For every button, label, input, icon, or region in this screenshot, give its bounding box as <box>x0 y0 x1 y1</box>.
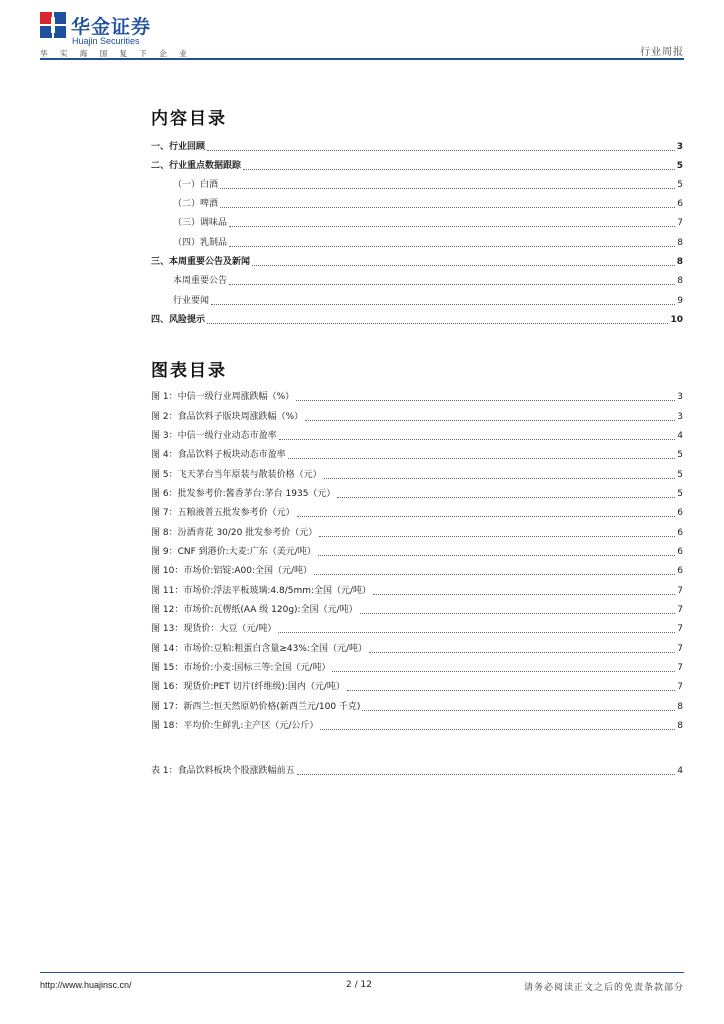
footer-website-link[interactable]: http://www.huajinsc.cn/ <box>40 980 132 990</box>
table-list-item[interactable]: 表 1：食品饮料板块个股涨跌幅前五 4 <box>151 766 683 776</box>
figure-list-item[interactable]: 图 5：飞天茅台当年原装与散装价格（元） 5 <box>151 470 683 480</box>
figure-list-title: 图表目录 <box>151 361 227 381</box>
figure-list-item[interactable]: 图 1：中信一级行业周涨跌幅（%） 3 <box>151 392 683 402</box>
toc-item[interactable]: 一、行业回顾 3 <box>151 142 683 152</box>
company-name-en: Huajin Securities <box>72 36 140 46</box>
figure-list-item[interactable]: 图 18：平均价:生鲜乳:主产区（元/公斤） 8 <box>151 721 683 731</box>
figure-list-item[interactable]: 图 11：市场价:浮法平板玻璃:4.8/5mm:全国（元/吨） 7 <box>151 586 683 596</box>
figure-list-item[interactable]: 图 13：现货价：大豆（元/吨） 7 <box>151 624 683 634</box>
figure-list-item[interactable]: 图 7：五粮液普五批发参考价（元） 6 <box>151 508 683 518</box>
company-slogan: 华 实 海 国 复 下 企 业 <box>40 49 192 58</box>
toc-item[interactable]: 行业要闻 9 <box>173 296 683 306</box>
toc-item[interactable]: （二）啤酒 6 <box>173 199 683 209</box>
figure-list-item[interactable]: 图 15：市场价:小麦:国标三等:全国（元/吨） 7 <box>151 663 683 673</box>
page-number: 2 / 12 <box>346 980 372 990</box>
footer-disclaimer: 请务必阅读正文之后的免责条款部分 <box>523 983 684 993</box>
figure-list-item[interactable]: 图 8：汾酒青花 30/20 批发参考价（元） 6 <box>151 528 683 538</box>
toc-item[interactable]: 四、风险提示 10 <box>151 315 683 325</box>
toc-item[interactable]: （一）白酒 5 <box>173 180 683 190</box>
huajin-logo-icon <box>40 12 66 38</box>
report-type: 行业周报 <box>640 47 684 58</box>
figure-list-item[interactable]: 图 6：批发参考价:酱香茅台:茅台 1935（元） 5 <box>151 489 683 499</box>
toc-item[interactable]: 三、本周重要公告及新闻 8 <box>151 257 683 267</box>
header-divider <box>40 58 684 60</box>
toc-item[interactable]: （三）调味品 7 <box>173 218 683 228</box>
figure-list-item[interactable]: 图 2：食品饮料子版块周涨跌幅（%） 3 <box>151 412 683 422</box>
toc-item[interactable]: 本周重要公告 8 <box>173 276 683 286</box>
figure-list-item[interactable]: 图 12：市场价:瓦楞纸(AA 级 120g):全国（元/吨） 7 <box>151 605 683 615</box>
company-name-cn: 华金证券 <box>71 16 152 38</box>
company-logo <box>40 12 192 58</box>
toc-item[interactable]: （四）乳制品 8 <box>173 238 683 248</box>
figure-list-item[interactable]: 图 14：市场价:豆粕:粗蛋白含量≥43%:全国（元/吨） 7 <box>151 644 683 654</box>
figure-list-item[interactable]: 图 10：市场价:铝锭:A00:全国（元/吨） 6 <box>151 566 683 576</box>
figure-list-item[interactable]: 图 17：新西兰:恒天然原奶价格(新西兰元/100 千克) 8 <box>151 702 683 712</box>
figure-list-item[interactable]: 图 4：食品饮料子板块动态市盈率 5 <box>151 450 683 460</box>
toc-title: 内容目录 <box>151 109 227 129</box>
figure-list-item[interactable]: 图 16：现货价:PET 切片(纤维级):国内（元/吨） 7 <box>151 682 683 692</box>
footer-divider <box>40 972 684 973</box>
toc-item[interactable]: 二、行业重点数据跟踪 5 <box>151 161 683 171</box>
figure-list-item[interactable]: 图 3：中信一级行业动态市盈率 4 <box>151 431 683 441</box>
figure-list-item[interactable]: 图 9：CNF 到港价:大麦:广东（美元/吨） 6 <box>151 547 683 557</box>
